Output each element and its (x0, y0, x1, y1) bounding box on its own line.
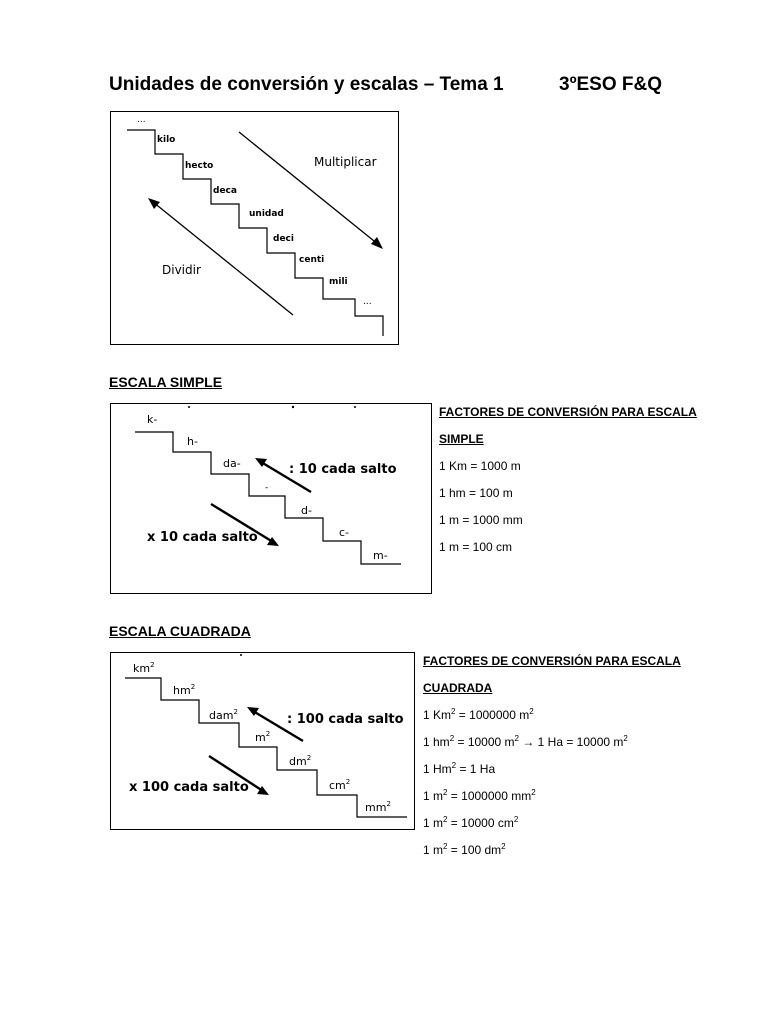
step-label-deci: d- (301, 504, 312, 517)
step-label: ... (137, 115, 146, 125)
square-factors-list (423, 648, 681, 864)
section-heading-simple: ESCALA SIMPLE (109, 374, 223, 390)
step-label-deca: deca (213, 186, 237, 196)
step-label-deci: deci (273, 234, 294, 244)
step-label-kilo: kilo (157, 135, 176, 145)
factors-heading: FACTORES DE CONVERSIÓN PARA ESCALA (423, 654, 681, 668)
factor-line: 1 m = 100 cm (439, 540, 513, 554)
simple-scale-svg (111, 404, 431, 593)
factor-line: 1 $m^2 = 10000$ $cm^2$ (423, 815, 519, 830)
factors-heading: CUADRADA (423, 681, 493, 695)
title-text: Unidades de conversión y escalas – Tema 1 (109, 74, 504, 95)
course-label: 3ºESO F&Q (559, 74, 663, 95)
divide-arrow-head (148, 198, 160, 209)
step-label-centi: c- (339, 526, 350, 539)
simple-scale-diagram (110, 403, 432, 594)
multiply-label: x 10 cada salto (147, 530, 258, 545)
step-label-mm2: $mm^2$ (365, 800, 391, 814)
step-label-km2: $km^2$ (133, 661, 155, 675)
step-label-kilo: k- (147, 413, 158, 426)
multiply-arrow-head (371, 237, 383, 249)
step-label-mili: m- (373, 549, 388, 562)
factor-line: 1 $m^2 = 100$ $dm^2$ (423, 842, 506, 857)
factor-line: 1 $hm^2 = 10000$ $m^2 \to 1$ Ha = 10000 $m^2$ (423, 734, 628, 749)
step-label: ... (363, 297, 372, 307)
step-label-dm2: $dm^2$ (289, 754, 312, 768)
prefix-staircase-diagram (110, 111, 399, 345)
step-label-hecto: hecto (185, 161, 214, 171)
step-label-hecto: h- (187, 435, 198, 448)
step-label-cm2: $cm^2$ (329, 778, 351, 792)
square-scale-svg (111, 653, 414, 829)
factor-line: 1 $m^2 = 1000000$ $mm^2$ (423, 788, 536, 803)
mark-dot (240, 654, 242, 656)
factor-line: 1 $Hm^2 = 1$ Ha (423, 761, 496, 776)
square-scale-diagram (110, 652, 415, 830)
page-title (109, 74, 663, 96)
step-label-unit: - (265, 483, 269, 493)
step-label-mili: mili (329, 277, 348, 287)
prefix-staircase-svg (111, 112, 398, 344)
divide-label: : 10 cada salto (289, 462, 397, 477)
step-label-centi: centi (299, 255, 325, 265)
step-label-hm2: $hm^2$ (173, 683, 196, 697)
factor-line: 1 m = 1000 mm (439, 513, 523, 527)
divide-label: Dividir (162, 263, 201, 277)
factor-line: 1 hm = 100 m (439, 486, 513, 500)
staircase-line (125, 678, 407, 817)
step-label-m2: $m^2$ (255, 730, 271, 744)
simple-factors-list (439, 399, 697, 561)
step-label-dam2: dam$^2$ (209, 708, 238, 722)
step-label-deca: da- (223, 457, 241, 470)
factors-heading: FACTORES DE CONVERSIÓN PARA ESCALA (439, 405, 697, 419)
mark-dot (188, 406, 190, 408)
factor-line: 1 Km = 1000 m (439, 459, 521, 473)
step-label-unidad: unidad (249, 209, 284, 219)
section-heading-square: ESCALA CUADRADA (109, 623, 251, 639)
right-arrow-icon: → (522, 735, 535, 749)
factors-heading: SIMPLE (439, 432, 484, 446)
mark-dot (354, 406, 356, 408)
mark-dot (292, 406, 294, 408)
divide-label: : 100 cada salto (287, 712, 404, 727)
multiply-label: Multiplicar (314, 155, 377, 169)
multiply-label: x 100 cada salto (129, 780, 249, 795)
factor-line: 1 $Km^2 = 1000000$ $m^2$ (423, 707, 534, 722)
